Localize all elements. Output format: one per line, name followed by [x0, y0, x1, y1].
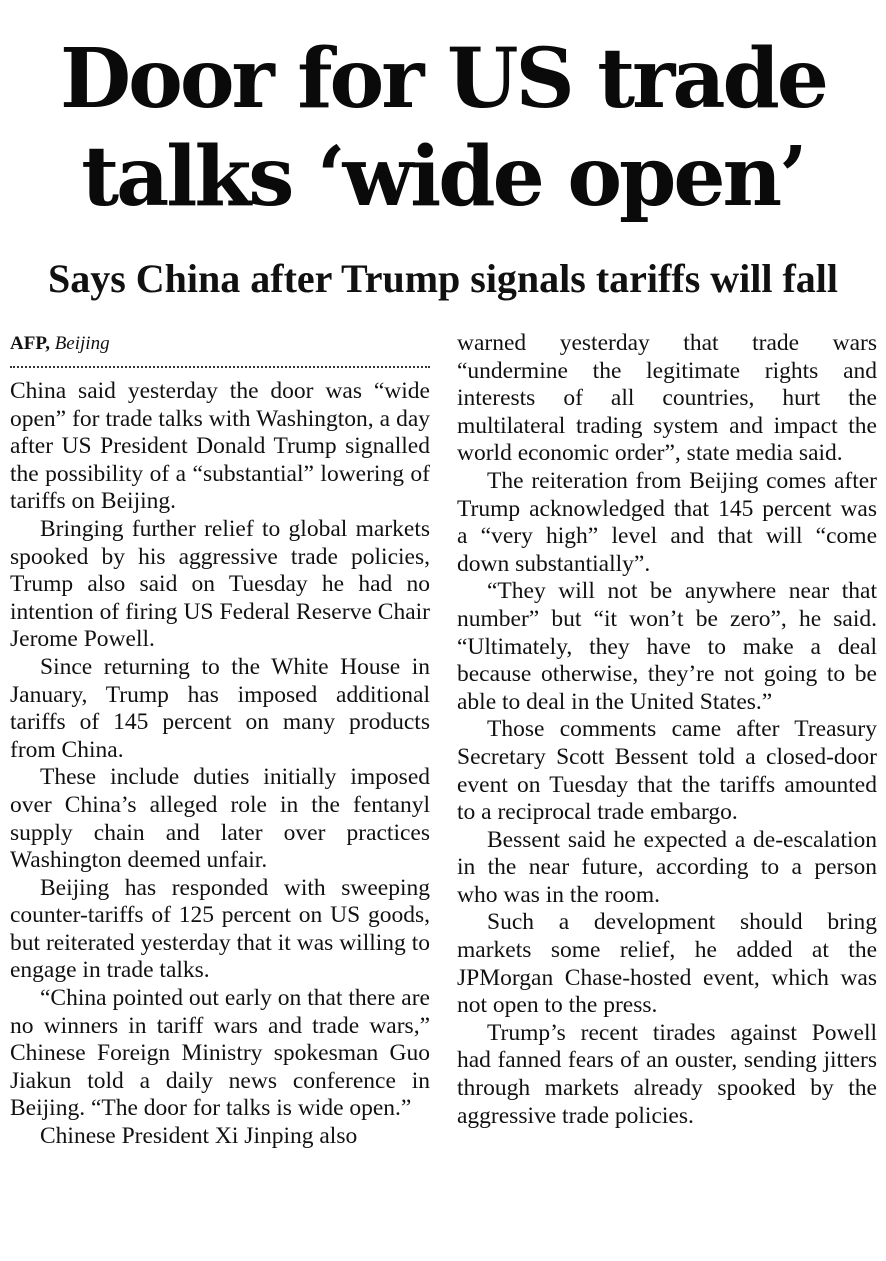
subheadline: Says China after Trump signals tariffs will fall	[47, 256, 839, 301]
byline-agency: AFP,	[10, 333, 50, 354]
paragraph: The reiteration from Beijing comes after Trump acknowledged that 145 percent was a “very high” level and that will “come down substantially”.	[457, 467, 877, 577]
paragraph: Bringing further relief to global markets spooked by his aggressive trade policies, Trump also said on Tuesday he had no intention of firing US Federal Reserve Chair Jerome Powell.	[10, 515, 430, 653]
paragraph: Trump’s recent tirades against Powell had fanned fears of an ouster, sending jitters through markets already spooked by the aggressive trade policies.	[457, 1019, 877, 1129]
paragraph: “China pointed out early on that there are no winners in tariff wars and trade wars,” Chinese Foreign Ministry spokesman Guo Jiakun told a daily news conference in Beijing. “The door for talks is wide open.”	[10, 985, 430, 1122]
paragraph: China said yesterday the door was “wide open” for trade talks with Washington, a day after US President Donald Trump signalled the possibility of a “substantial” lowering of tariffs on Beijing.	[10, 378, 430, 515]
paragraph: Such a development should bring markets some relief, he added at the JPMorgan Chase-hosted event, which was not open to the press.	[457, 909, 877, 1019]
paragraph: These include duties initially imposed over China’s alleged role in the fentanyl supply chain and later over practices Washington deemed unfair.	[10, 764, 430, 874]
headline: Door for US trade talks ‘wide open’	[60, 31, 826, 225]
paragraph: warned yesterday that trade wars “undermine the legitimate rights and interests of all countries, hurt the multilateral trading system and impact the world economic order”, state media said.	[457, 330, 877, 467]
article-column-left	[10, 330, 430, 1151]
paragraph: Since returning to the White House in January, Trump has imposed additional tariffs of 145 percent on many products from China.	[10, 653, 430, 763]
paragraph: Beijing has responded with sweeping counter-tariffs of 125 percent on US goods, but reiterated yesterday that it was willing to engage in trade talks.	[10, 874, 430, 984]
dotted-divider	[10, 366, 430, 368]
paragraph: Those comments came after Treasury Secretary Scott Bessent told a closed-door event on Tuesday that the tariffs amounted to a reciprocal trade embargo.	[457, 716, 877, 826]
byline	[10, 330, 430, 358]
paragraph: Chinese President Xi Jinping also	[40, 1123, 358, 1150]
article-column-right	[457, 330, 877, 1130]
paragraph: Bessent said he expected a de-escalation in the near future, according to a person who was in the room.	[457, 826, 877, 908]
byline-location: Beijing	[54, 333, 110, 354]
paragraph: “They will not be anywhere near that number” but “it won’t be zero”, he said. “Ultimately, they have to make a deal because otherwise, they’re not going to be able to deal in the United States.”	[457, 578, 877, 715]
